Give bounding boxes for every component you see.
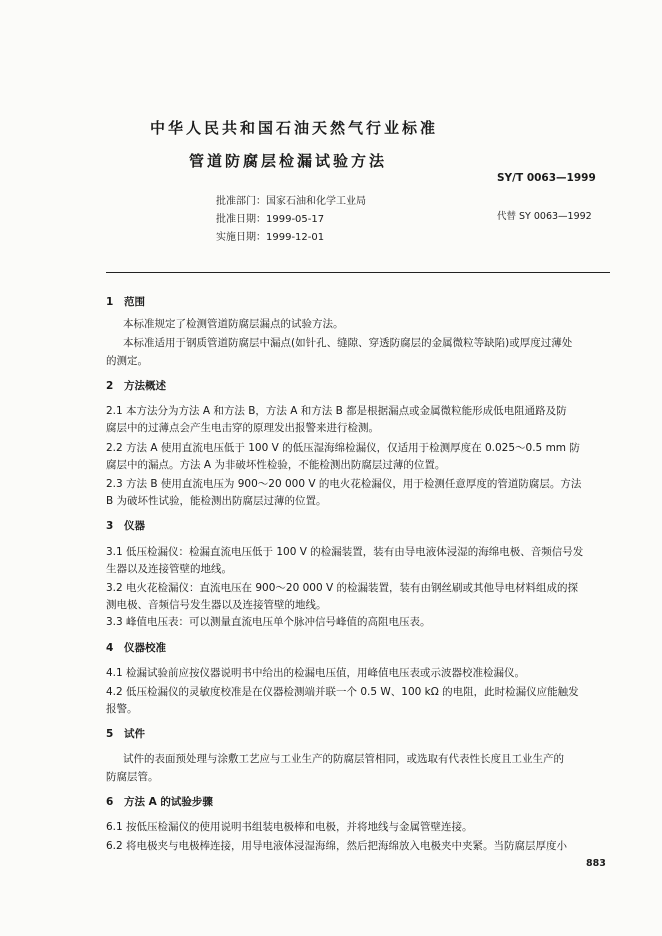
clause-4-2-cont: 报警。 [106, 703, 138, 715]
paragraph: 本标准适用于钢质管道防腐层中漏点(如针孔、缝隙、穿透防腐层的金属微粒等缺陷)或厚度过薄处 [123, 337, 573, 349]
clause-6-1: 6.1 按低压检漏仪的使用说明书组装电极棒和电极，并将地线与金属管壁连接。 [106, 821, 473, 833]
clause-2-1-cont: 腐层中的过薄点会产生电击穿的原理发出报警来进行检测。 [106, 422, 379, 434]
section-6-heading: 6 方法 A 的试验步骤 [106, 796, 213, 808]
standard-number: SY/T 0063—1999 [497, 172, 596, 184]
clause-3-1-cont: 生器以及连接管壁的地线。 [106, 563, 232, 575]
clause-2-3: 2.3 方法 B 使用直流电压为 900～20 000 V 的电火花检漏仪，用于检测任意厚度的管道防腐层。方法 [106, 478, 582, 490]
paragraph: 试件的表面预处理与涂敷工艺应与工业生产的防腐层管相同，或选取有代表性长度且工业生产的 [123, 753, 564, 765]
clause-2-1: 2.1 本方法分为方法 A 和方法 B，方法 A 和方法 B 都是根据漏点或金属微粒能形成低电阻通路及防 [106, 405, 567, 417]
header-divider [106, 272, 610, 273]
clause-4-1: 4.1 检漏试验前应按仪器说明书中给出的检漏电压值，用峰值电压表或示波器校准检漏仪。 [106, 667, 526, 679]
clause-2-2-cont: 腐层中的漏点。方法 A 为非破坏性检验，不能检测出防腐层过薄的位置。 [106, 459, 446, 471]
clause-3-2: 3.2 电火花检漏仪：直流电压在 900～20 000 V 的检漏装置，装有由钢丝刷或其他导电材料组成的探 [106, 582, 579, 594]
approval-date: 批准日期：1999-05-17 [216, 214, 325, 225]
clause-2-2: 2.2 方法 A 使用直流电压低于 100 V 的低压湿海绵检漏仪，仅适用于检测厚度在 0.025～0.5 mm 防 [106, 442, 580, 454]
clause-2-3-cont: B 为破坏性试验，能检测出防腐层过薄的位置。 [106, 495, 327, 507]
section-5-heading: 5 试件 [106, 728, 145, 740]
section-2-heading: 2 方法概述 [106, 380, 166, 392]
section-4-heading: 4 仪器校准 [106, 642, 166, 654]
paragraph: 防腐层管。 [106, 771, 159, 783]
clause-3-2-cont: 测电极、音频信号发生器以及连接管壁的地线。 [106, 599, 327, 611]
section-3-heading: 3 仪器 [106, 520, 145, 532]
page-number: 883 [586, 858, 606, 869]
replaces-standard: 代替 SY 0063—1992 [497, 211, 592, 222]
paragraph: 的测定。 [106, 355, 148, 367]
approval-department: 批准部门：国家石油和化学工业局 [216, 196, 366, 207]
clause-3-1: 3.1 低压检漏仪：检漏直流电压低于 100 V 的检漏装置，装有由导电液体浸湿的海绵电极、音频信号发 [106, 546, 584, 558]
clause-4-2: 4.2 低压检漏仪的灵敏度校准是在仪器检测端并联一个 0.5 W、100 kΩ 的电阻，此时检漏仪应能触发 [106, 686, 579, 698]
document-title: 管道防腐层检漏试验方法 [189, 152, 388, 170]
organization-heading: 中华人民共和国石油天然气行业标准 [150, 119, 439, 137]
effective-date: 实施日期：1999-12-01 [216, 232, 325, 243]
paragraph: 本标准规定了检测管道防腐层漏点的试验方法。 [123, 318, 344, 330]
section-1-heading: 1 范围 [106, 296, 145, 308]
clause-3-3: 3.3 峰值电压表：可以测量直流电压单个脉冲信号峰值的高阻电压表。 [106, 616, 431, 628]
clause-6-2: 6.2 将电极夹与电极棒连接，用导电液体浸湿海绵，然后把海绵放入电极夹中夹紧。当防腐层厚度小 [106, 840, 568, 852]
